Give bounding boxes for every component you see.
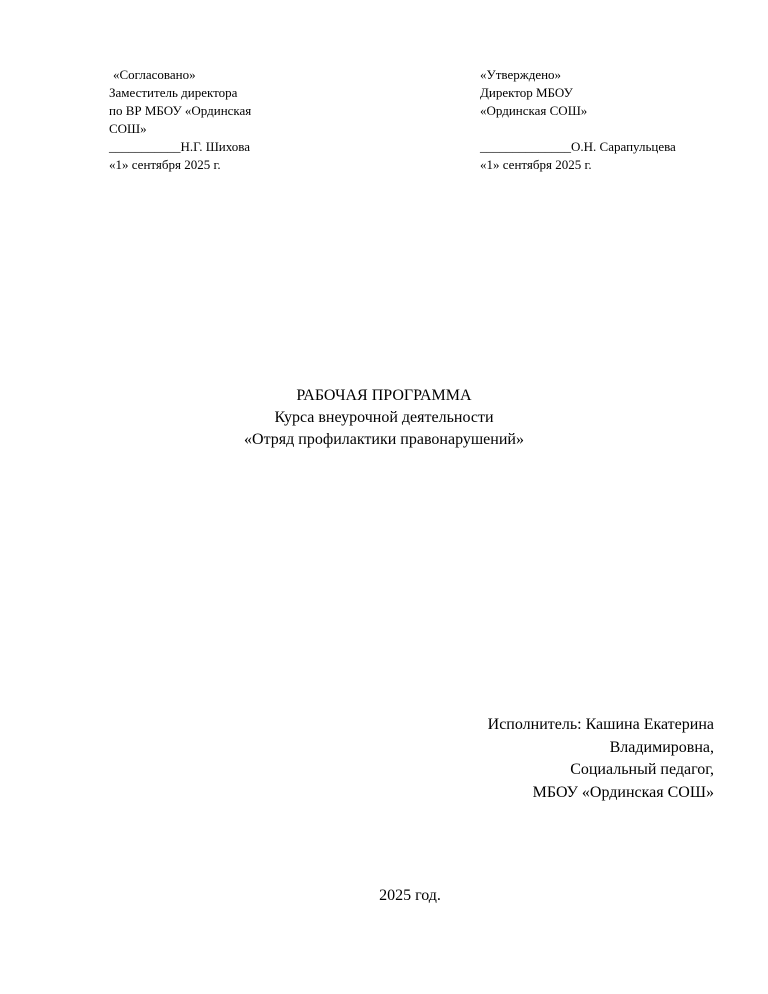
approval-block-approved — [480, 66, 730, 174]
approval-position: Заместитель директора — [109, 85, 238, 100]
approval-organization: «Ординская СОШ» — [480, 103, 588, 118]
title-main: РАБОЧАЯ ПРОГРАММА — [296, 387, 472, 404]
executor-patronymic: Владимировна, — [609, 738, 714, 756]
approval-heading-approved: «Утверждено» — [480, 67, 562, 82]
executor-info — [488, 714, 714, 804]
approval-heading-agreed: «Согласовано» — [113, 67, 196, 82]
approval-signature-line: ___________Н.Г. Шихова — [109, 139, 251, 154]
title-program-name: «Отряд профилактики правонарушений» — [244, 431, 524, 448]
document-title — [0, 385, 768, 451]
approval-position: Директор МБОУ — [480, 85, 573, 100]
approval-organization: по ВР МБОУ «Ординская — [109, 103, 252, 118]
spacer — [480, 120, 730, 138]
title-course: Курса внеурочной деятельности — [274, 409, 494, 426]
document-year: 2025 год. — [379, 887, 441, 904]
executor-name: Исполнитель: Кашина Екатерина — [487, 716, 714, 733]
executor-organization: МБОУ «Ординская СОШ» — [532, 783, 714, 801]
approval-organization-cont: СОШ» — [109, 121, 147, 136]
approval-signature-line: ______________О.Н. Сарапульцева — [480, 139, 676, 154]
executor-position: Социальный педагог, — [570, 761, 714, 778]
approval-date: «1» сентября 2025 г. — [109, 157, 221, 172]
approval-block-agreed — [109, 66, 309, 174]
approval-date: «1» сентября 2025 г. — [480, 157, 592, 172]
